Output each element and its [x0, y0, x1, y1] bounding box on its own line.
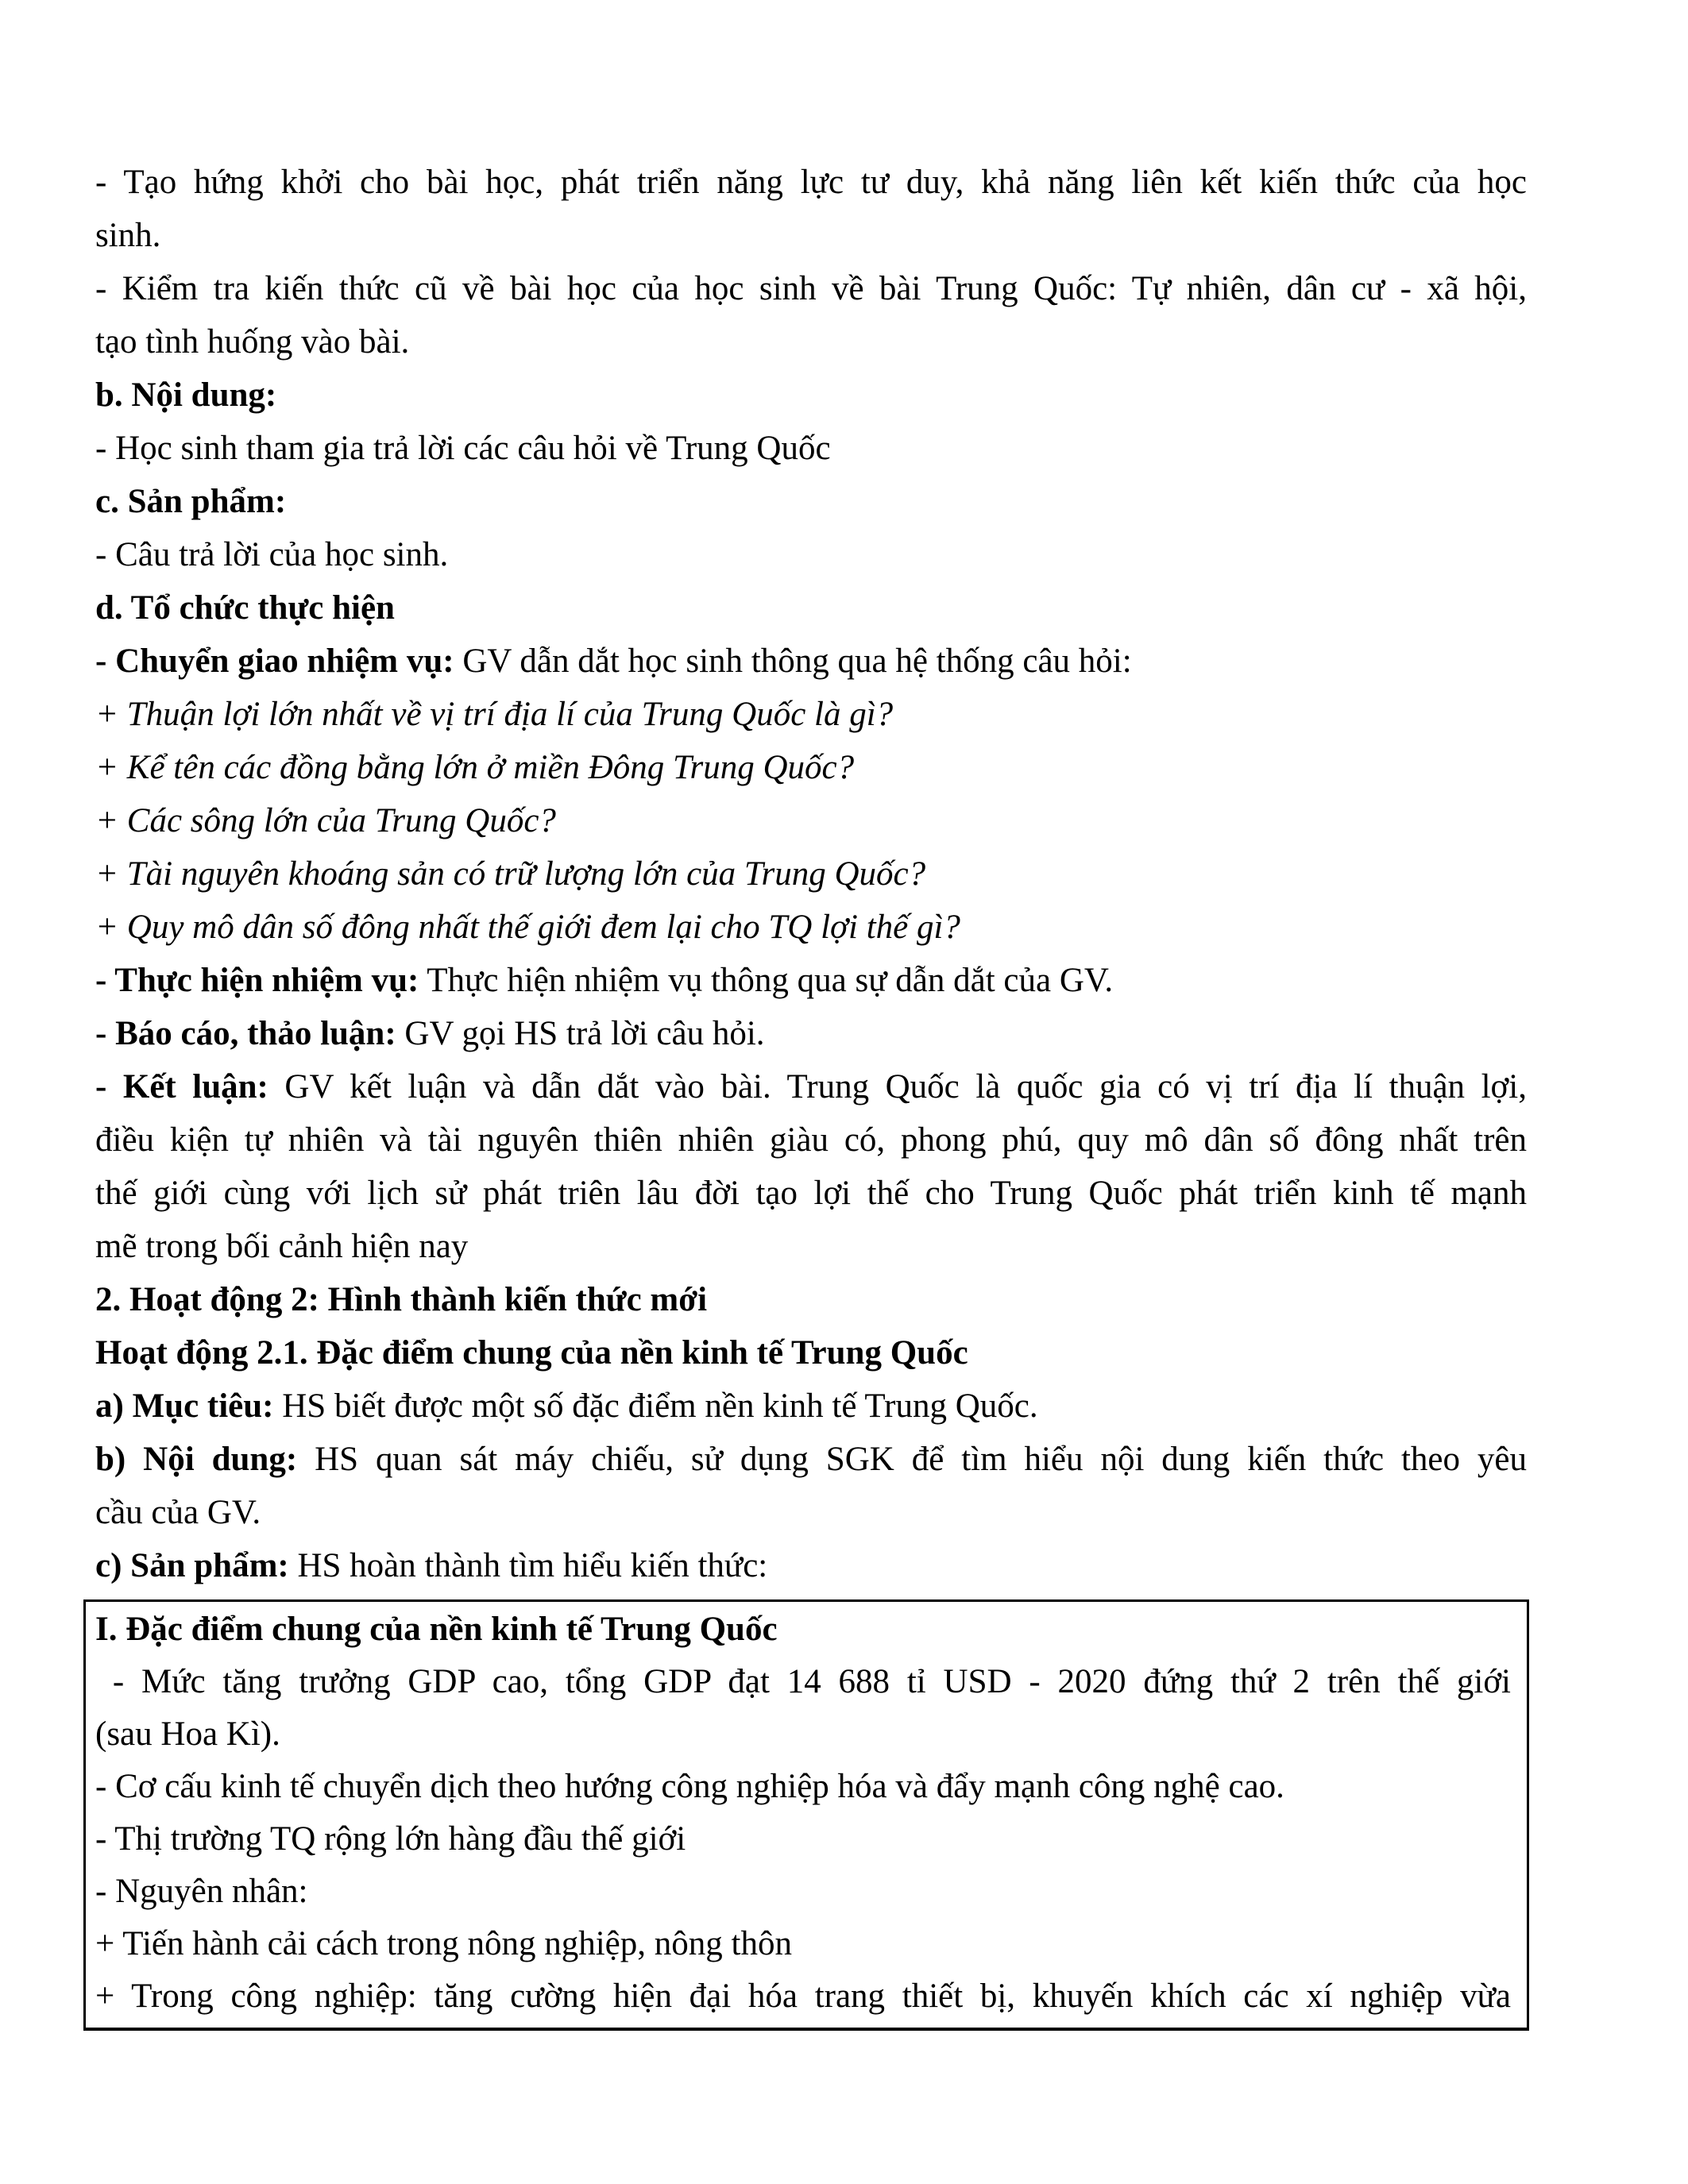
text-segment-regular: mẽ trong bối cảnh hiện nay	[95, 1228, 469, 1265]
text-segment-italic: + Các sông lớn của Trung Quốc?	[95, 802, 556, 839]
text-segment-italic: + Kể tên các đồng bằng lớn ở miền Đông Trung Quốc?	[95, 749, 855, 786]
text-line	[95, 1326, 1527, 1379]
text-line	[95, 1379, 1527, 1433]
text-segment-bold: c. Sản phẩm:	[95, 483, 287, 520]
text-line	[95, 1539, 1527, 1592]
text-segment-regular: điều kiện tự nhiên và tài nguyên thiên nhiên giàu có, phong phú, quy mô dân số đông nhất trên	[95, 1121, 1527, 1159]
text-segment-bold: b) Nội dung:	[95, 1441, 298, 1478]
text-segment-regular: - Kiểm tra kiến thức cũ về bài học của học sinh về bài Trung Quốc: Tự nhiên, dân cư - xã hội,	[95, 270, 1527, 307]
text-segment-regular: - Mức tăng trưởng GDP cao, tổng GDP đạt 14 688 tỉ USD - 2020 đứng thứ 2 trên thế giới	[95, 1663, 1511, 1700]
text-segment-regular: - Tạo hứng khởi cho bài học, phát triển năng lực tư duy, khả năng liên kết kiến thức của học	[95, 164, 1527, 201]
text-line	[95, 422, 1527, 475]
text-line	[95, 635, 1527, 688]
text-line	[95, 1273, 1527, 1326]
text-segment-regular: - Nguyên nhân:	[95, 1873, 308, 1910]
text-segment-bold: - Báo cáo, thảo luận:	[95, 1015, 396, 1052]
lesson-plan-text	[95, 156, 1527, 1592]
text-line	[95, 1113, 1527, 1167]
text-line	[95, 209, 1527, 262]
text-line	[95, 1486, 1527, 1539]
text-segment-bold: c) Sản phẩm:	[95, 1547, 289, 1584]
text-segment-italic: + Tài nguyên khoáng sản có trữ lượng lớn của Trung Quốc?	[95, 855, 926, 893]
text-line	[95, 1007, 1527, 1060]
text-segment-regular: HS biết được một số đặc điểm nền kinh tế Trung Quốc.	[273, 1387, 1038, 1425]
text-segment-regular: Thực hiện nhiệm vụ thông qua sự dẫn dắt của GV.	[419, 962, 1114, 999]
text-line	[95, 1761, 1511, 1813]
text-line	[95, 315, 1527, 369]
text-segment-regular: GV dẫn dắt học sinh thông qua hệ thống câu hỏi:	[454, 642, 1132, 680]
text-line	[95, 847, 1527, 901]
text-line	[95, 954, 1527, 1007]
text-line	[95, 1708, 1511, 1761]
text-segment-bold: 2. Hoạt động 2: Hình thành kiến thức mới	[95, 1281, 708, 1318]
text-line	[95, 741, 1527, 794]
text-segment-regular: - Câu trả lời của học sinh.	[95, 536, 449, 573]
text-line	[95, 262, 1527, 315]
text-line	[95, 1060, 1527, 1113]
text-line	[95, 794, 1527, 847]
text-line	[95, 901, 1527, 954]
text-segment-regular: sinh.	[95, 217, 161, 254]
text-line	[95, 1813, 1511, 1866]
text-segment-regular: cầu của GV.	[95, 1494, 261, 1531]
text-segment-regular: GV kết luận và dẫn dắt vào bài. Trung Quốc là quốc gia có vị trí địa lí thuận lợi,	[268, 1068, 1527, 1106]
text-segment-bold: - Kết luận:	[95, 1068, 268, 1106]
text-segment-italic: + Thuận lợi lớn nhất về vị trí địa lí của Trung Quốc là gì?	[95, 696, 894, 733]
text-line	[95, 475, 1527, 528]
text-segment-regular: GV gọi HS trả lời câu hỏi.	[396, 1015, 765, 1052]
text-segment-bold: - Thực hiện nhiệm vụ:	[95, 962, 419, 999]
text-line	[95, 369, 1527, 422]
text-line	[95, 581, 1527, 635]
text-segment-regular: HS quan sát máy chiếu, sử dụng SGK để tìm hiểu nội dung kiến thức theo yêu	[297, 1441, 1527, 1478]
text-segment-bold: b. Nội dung:	[95, 376, 277, 414]
knowledge-summary-box	[83, 1599, 1529, 2031]
text-line	[95, 1220, 1527, 1273]
text-segment-regular: tạo tình huống vào bài.	[95, 323, 410, 361]
text-line	[95, 1167, 1527, 1220]
text-segment-regular: (sau Hoa Kì).	[95, 1715, 280, 1753]
text-line	[95, 688, 1527, 741]
text-segment-regular: - Học sinh tham gia trả lời các câu hỏi về Trung Quốc	[95, 430, 831, 467]
text-line	[95, 1656, 1511, 1708]
text-segment-regular: + Trong công nghiệp: tăng cường hiện đại hóa trang thiết bị, khuyến khích các xí nghiệp vừa	[95, 1978, 1511, 2015]
text-segment-bold: Hoạt động 2.1. Đặc điểm chung của nền kinh tế Trung Quốc	[95, 1334, 968, 1372]
text-line	[95, 1866, 1511, 1918]
text-segment-regular: - Thị trường TQ rộng lớn hàng đầu thế giới	[95, 1820, 686, 1858]
text-segment-bold: d. Tổ chức thực hiện	[95, 589, 395, 627]
text-segment-bold: a) Mục tiêu:	[95, 1387, 274, 1425]
text-segment-regular: - Cơ cấu kinh tế chuyển dịch theo hướng công nghiệp hóa và đẩy mạnh công nghệ cao.	[95, 1768, 1284, 1805]
text-line	[95, 1918, 1511, 1970]
text-line	[95, 156, 1527, 209]
document-body	[95, 156, 1527, 2031]
text-line	[95, 528, 1527, 581]
text-line	[95, 1603, 1511, 1656]
text-line	[95, 1433, 1527, 1486]
text-segment-regular: HS hoàn thành tìm hiểu kiến thức:	[288, 1547, 768, 1584]
text-segment-regular: thế giới cùng với lịch sử phát triên lâu đời tạo lợi thế cho Trung Quốc phát triển kinh tế mạnh	[95, 1175, 1527, 1212]
text-segment-bold: I. Đặc điểm chung của nền kinh tế Trung Quốc	[95, 1611, 778, 1648]
text-segment-bold: - Chuyển giao nhiệm vụ:	[95, 642, 454, 680]
text-segment-regular: + Tiến hành cải cách trong nông nghiệp, nông thôn	[95, 1925, 792, 1962]
text-segment-italic: + Quy mô dân số đông nhất thế giới đem lại cho TQ lợi thế gì?	[95, 909, 960, 946]
text-line	[95, 1970, 1511, 2023]
